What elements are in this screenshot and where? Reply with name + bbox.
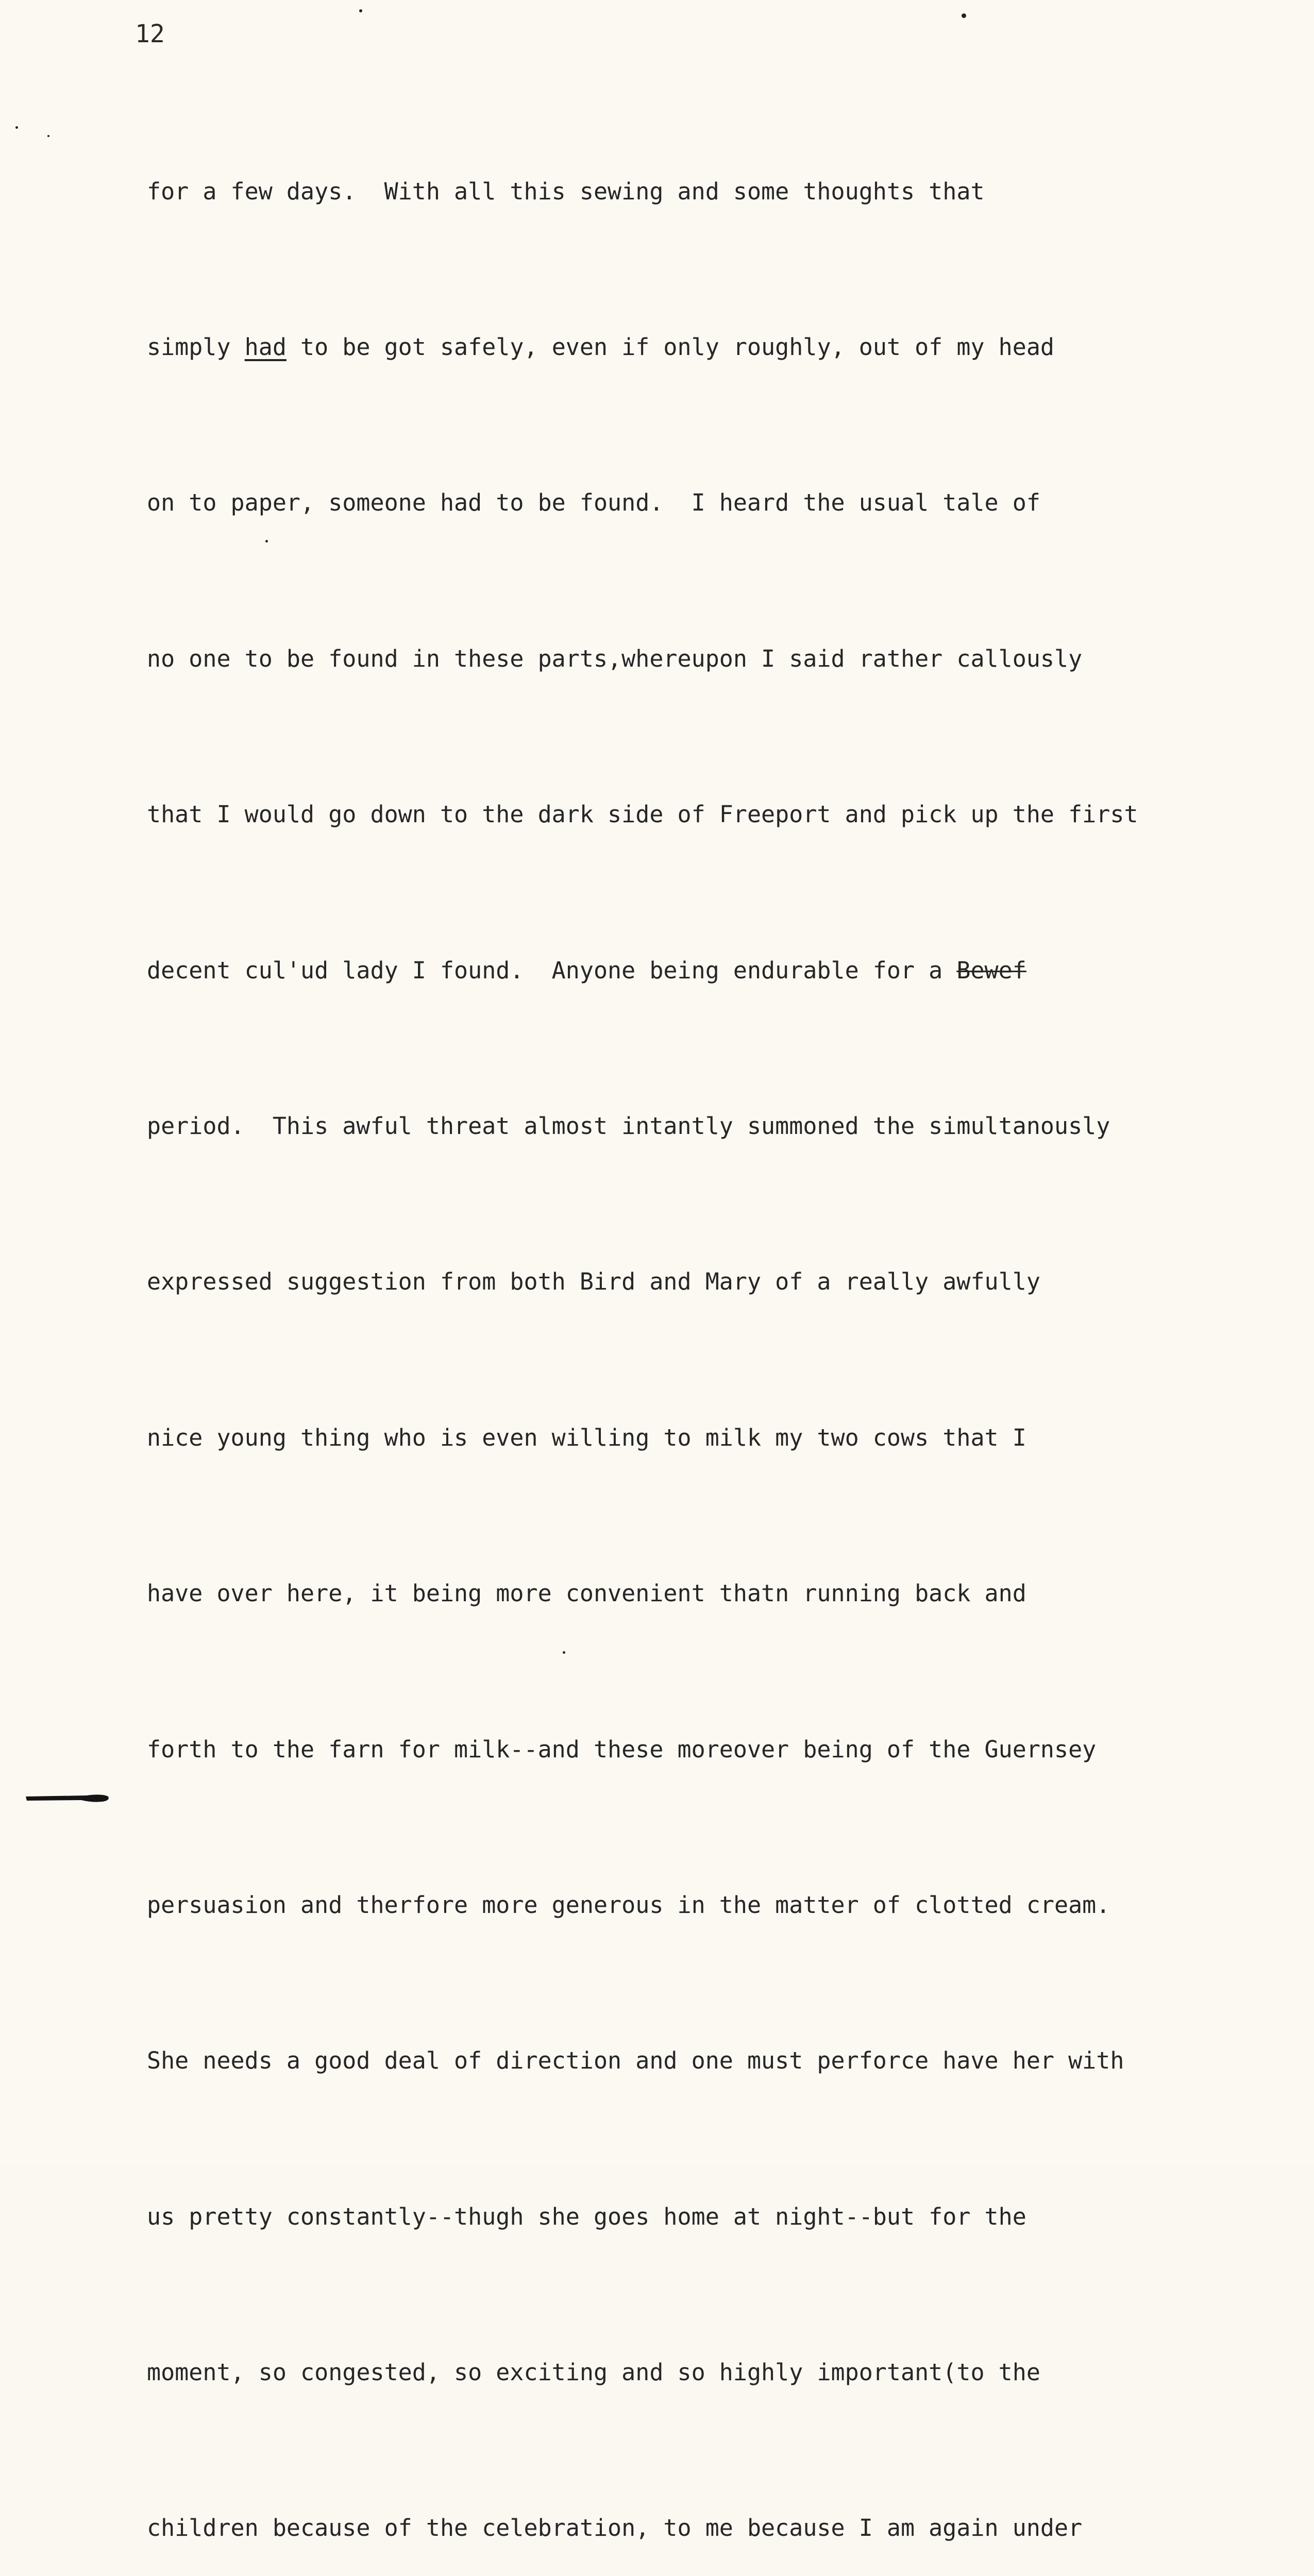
text-line — [147, 321, 1306, 374]
text-line: no one to be found in these parts,whereupon I said rather callously — [147, 645, 1083, 672]
underlined-word: had — [244, 333, 287, 361]
text-line: period. This awful threat almost intantly summoned the simultanously — [147, 1112, 1110, 1140]
text-line: have over here, it being more convenient thatn running back and — [147, 1580, 1026, 1607]
page-number: 12 — [135, 20, 165, 48]
text-line: expressed suggestion from both Bird and Mary of a really awfully — [147, 1268, 1040, 1296]
text-segment: to be got safely, even if only roughly, out of my head — [286, 333, 1055, 361]
text-line: us pretty constantly--thugh she goes home at night--but for the — [147, 2202, 1026, 2230]
text-line — [147, 945, 1306, 997]
text-line: on to paper, someone had to be found. I heard the usual tale of — [147, 489, 1040, 517]
text-line: for a few days. With all this sewing and some thoughts that — [147, 177, 985, 205]
text-line: nice young thing who is even willing to milk my two cows that I — [147, 1423, 1026, 1451]
text-segment: simply — [147, 333, 245, 361]
typescript-body — [147, 62, 1306, 2576]
text-line: persuasion and therfore more generous in the matter of clotted cream. — [147, 1891, 1110, 1919]
text-segment: decent cul'ud lady I found. Anyone being endurable for a — [147, 956, 957, 984]
ink-speck — [359, 9, 362, 12]
text-line: She needs a good deal of direction and one must perforce have her with — [147, 2047, 1124, 2075]
margin-pen-stroke — [25, 1791, 112, 1805]
text-line: children because of the celebration, to me because I am again under — [147, 2514, 1083, 2542]
struck-word: Bewef — [956, 956, 1026, 984]
text-line: that I would go down to the dark side of Freeport and pick up the first — [147, 801, 1138, 828]
ink-speck — [15, 126, 18, 129]
ink-speck — [47, 135, 49, 137]
ink-speck — [962, 13, 966, 18]
text-line: forth to the farn for milk--and these moreover being of the Guernsey — [147, 1735, 1097, 1763]
text-line: moment, so congested, so exciting and so highly important(to the — [147, 2359, 1040, 2386]
